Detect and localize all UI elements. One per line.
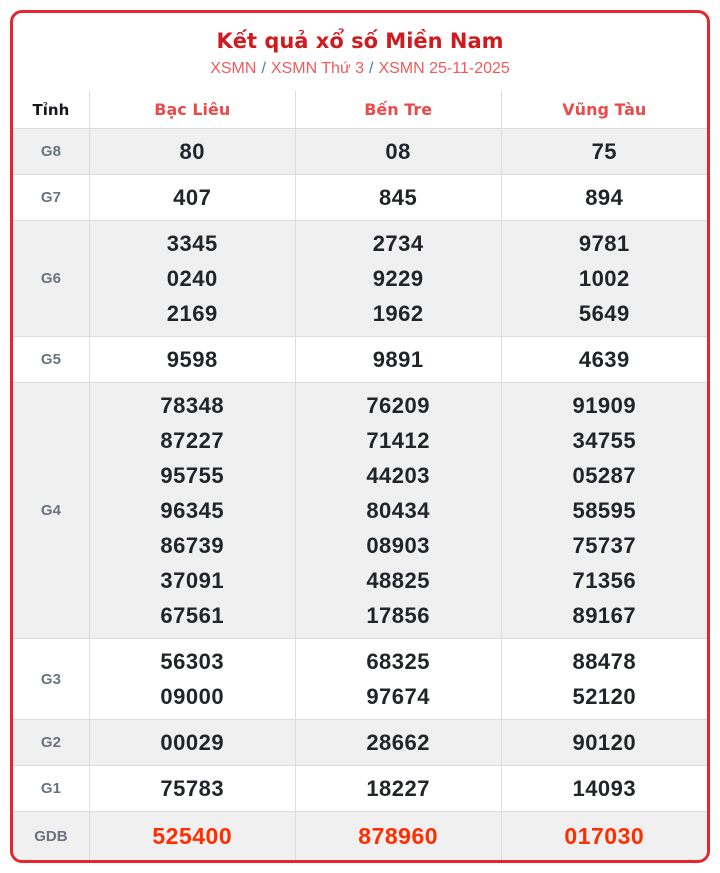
- result-numbers-cell: [295, 221, 501, 337]
- result-number: 17856: [366, 603, 430, 628]
- result-numbers-cell: [295, 639, 501, 720]
- result-number: 5649: [578, 301, 630, 326]
- result-number: 96345: [160, 498, 225, 523]
- result-number: 845: [379, 185, 418, 210]
- result-numbers-cell: [501, 337, 707, 383]
- result-numbers-cell: [501, 812, 707, 861]
- result-numbers-cell: [295, 129, 501, 175]
- result-number: 407: [173, 185, 212, 210]
- result-numbers-cell: [89, 129, 295, 175]
- result-number: 56303: [160, 649, 225, 674]
- result-number: 08: [385, 139, 411, 164]
- prize-label: G1: [13, 766, 89, 812]
- result-number: 9229: [372, 266, 424, 291]
- column-header-province-label: Tỉnh: [13, 91, 89, 129]
- result-number: 18227: [366, 776, 430, 801]
- result-numbers-cell: [89, 175, 295, 221]
- result-numbers-cell: [295, 383, 501, 639]
- result-number: 48825: [366, 568, 430, 593]
- prize-label: G7: [13, 175, 89, 221]
- table-row: [13, 812, 707, 861]
- result-number: 28662: [366, 730, 430, 755]
- table-row: [13, 175, 707, 221]
- result-number: 97674: [366, 684, 430, 709]
- result-number: 68325: [366, 649, 430, 674]
- result-number: 75783: [160, 776, 225, 801]
- result-number: 95755: [160, 463, 225, 488]
- table-row: [13, 337, 707, 383]
- table-row: [13, 383, 707, 639]
- result-number: 14093: [572, 776, 637, 801]
- result-number: 09000: [160, 684, 225, 709]
- result-number: 87227: [160, 428, 225, 453]
- breadcrumb-link[interactable]: XSMN: [210, 60, 257, 77]
- result-numbers-cell: [501, 720, 707, 766]
- results-table: [13, 91, 707, 860]
- result-numbers-cell: [501, 129, 707, 175]
- prize-label: G5: [13, 337, 89, 383]
- table-header-row: [13, 91, 707, 129]
- result-number: 71356: [572, 568, 637, 593]
- prize-label: GDB: [13, 812, 89, 861]
- result-number: 1002: [578, 266, 630, 291]
- result-number: 34755: [572, 428, 637, 453]
- result-numbers-cell: [89, 720, 295, 766]
- result-number: 78348: [160, 393, 225, 418]
- column-header-province[interactable]: Bạc Liêu: [89, 91, 295, 129]
- result-number: 91909: [572, 393, 637, 418]
- result-number: 71412: [366, 428, 430, 453]
- breadcrumb-separator: /: [369, 60, 374, 77]
- result-number: 67561: [160, 603, 225, 628]
- result-number: 76209: [366, 393, 430, 418]
- result-numbers-cell: [89, 221, 295, 337]
- result-number: 9781: [578, 231, 630, 256]
- table-row: [13, 720, 707, 766]
- result-number: 44203: [366, 463, 430, 488]
- result-number: 37091: [160, 568, 225, 593]
- result-numbers-cell: [89, 337, 295, 383]
- result-number: 89167: [572, 603, 637, 628]
- breadcrumb-link[interactable]: XSMN 25-11-2025: [378, 60, 510, 77]
- result-number: 525400: [152, 823, 233, 849]
- result-number: 9891: [372, 347, 424, 372]
- result-numbers-cell: [501, 383, 707, 639]
- table-row: [13, 129, 707, 175]
- result-number: 08903: [366, 533, 430, 558]
- result-numbers-cell: [295, 766, 501, 812]
- result-number: 52120: [572, 684, 637, 709]
- breadcrumb: [13, 60, 707, 78]
- result-number: 3345: [166, 231, 218, 256]
- result-number: 75: [591, 139, 618, 164]
- prize-label: G4: [13, 383, 89, 639]
- result-numbers-cell: [295, 812, 501, 861]
- result-number: 58595: [572, 498, 637, 523]
- table-row: [13, 766, 707, 812]
- column-header-province[interactable]: Bến Tre: [295, 91, 501, 129]
- result-number: 4639: [578, 347, 630, 372]
- result-number: 0240: [166, 266, 218, 291]
- result-number: 2734: [372, 231, 424, 256]
- result-number: 2169: [166, 301, 218, 326]
- result-numbers-cell: [501, 175, 707, 221]
- result-number: 05287: [572, 463, 637, 488]
- result-numbers-cell: [295, 720, 501, 766]
- result-number: 75737: [572, 533, 637, 558]
- result-number: 878960: [358, 823, 439, 849]
- result-number: 1962: [372, 301, 424, 326]
- result-numbers-cell: [295, 337, 501, 383]
- result-numbers-cell: [501, 766, 707, 812]
- result-number: 86739: [160, 533, 225, 558]
- results-table-body: [13, 129, 707, 861]
- breadcrumb-link[interactable]: XSMN Thứ 3: [270, 60, 364, 77]
- result-numbers-cell: [89, 383, 295, 639]
- lottery-results-card: [10, 10, 710, 863]
- result-number: 00029: [160, 730, 225, 755]
- result-numbers-cell: [89, 812, 295, 861]
- table-row: [13, 221, 707, 337]
- result-number: 80434: [366, 498, 430, 523]
- column-header-province[interactable]: Vũng Tàu: [501, 91, 707, 129]
- result-number: 017030: [564, 823, 645, 849]
- prize-label: G3: [13, 639, 89, 720]
- result-number: 894: [585, 185, 624, 210]
- result-numbers-cell: [89, 639, 295, 720]
- breadcrumb-separator: /: [261, 60, 266, 77]
- result-number: 90120: [572, 730, 637, 755]
- table-row: [13, 639, 707, 720]
- result-number: 9598: [166, 347, 218, 372]
- result-numbers-cell: [89, 766, 295, 812]
- result-number: 80: [179, 139, 206, 164]
- prize-label: G8: [13, 129, 89, 175]
- result-numbers-cell: [501, 221, 707, 337]
- page-title: Kết quả xổ số Miền Nam: [216, 29, 504, 53]
- prize-label: G2: [13, 720, 89, 766]
- result-numbers-cell: [295, 175, 501, 221]
- prize-label: G6: [13, 221, 89, 337]
- result-number: 88478: [572, 649, 637, 674]
- result-numbers-cell: [501, 639, 707, 720]
